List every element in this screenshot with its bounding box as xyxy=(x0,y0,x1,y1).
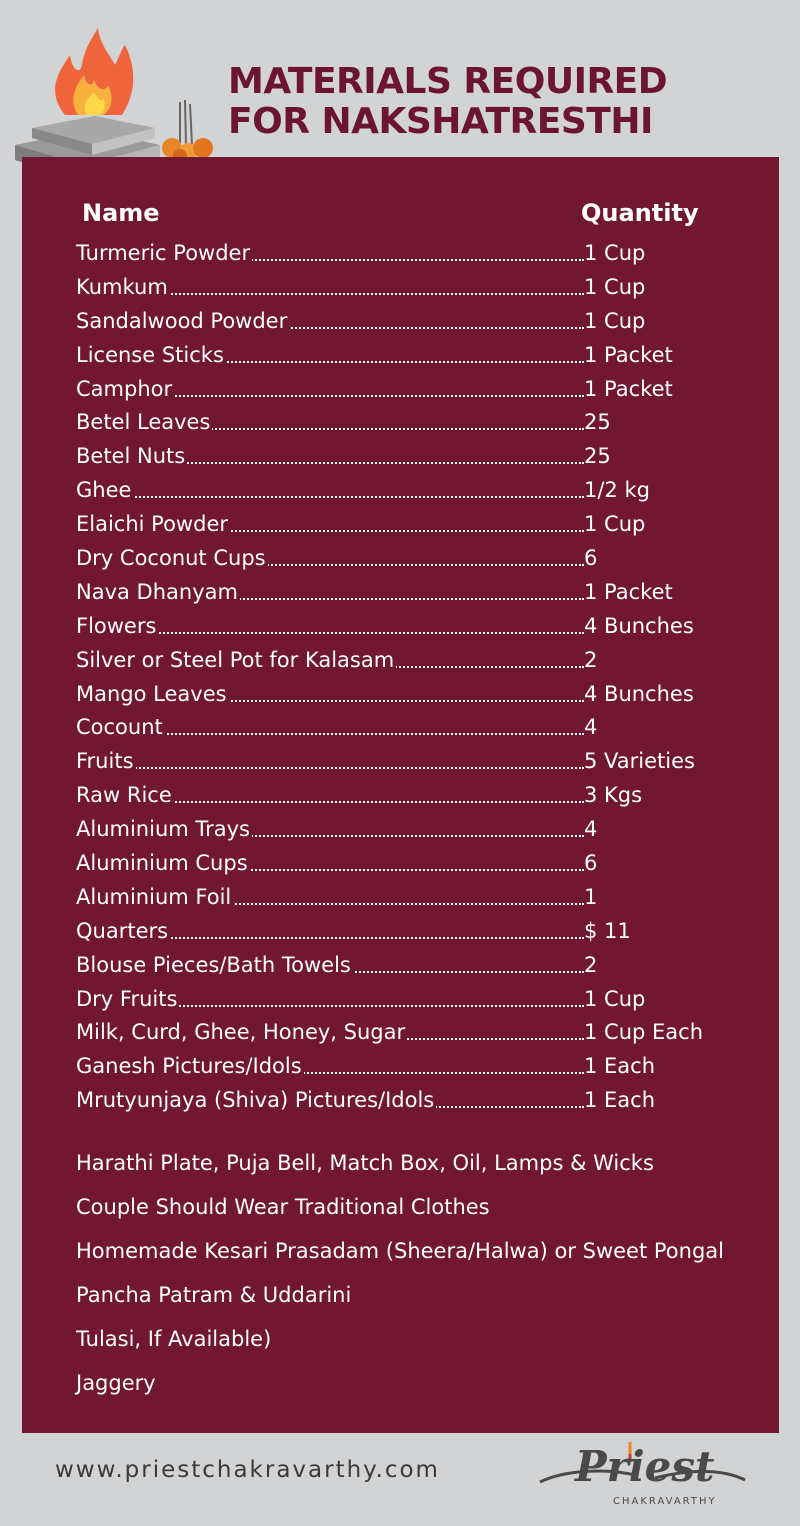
item-quantity: 6 xyxy=(584,850,598,875)
materials-list xyxy=(76,236,716,1117)
table-row xyxy=(76,744,716,778)
item-quantity: 1 xyxy=(584,884,598,909)
table-row xyxy=(76,677,716,711)
website-url[interactable]: www.priestchakravarthy.com xyxy=(55,1457,440,1483)
table-row xyxy=(76,982,716,1016)
table-row xyxy=(76,1083,716,1117)
item-quantity: 4 Bunches xyxy=(584,613,694,638)
item-quantity: 1/2 kg xyxy=(584,478,650,503)
item-name: License Sticks xyxy=(76,342,224,367)
item-quantity: 1 Packet xyxy=(584,376,673,401)
item-name: Camphor xyxy=(76,376,173,401)
table-row xyxy=(76,846,716,880)
item-quantity: 1 Cup xyxy=(584,274,646,299)
list-item: Couple Should Wear Traditional Clothes xyxy=(76,1195,490,1219)
table-row xyxy=(76,338,716,372)
item-name: Aluminium Foil xyxy=(76,884,232,909)
title-line-1: MATERIALS REQUIRED xyxy=(228,61,668,102)
dot-leader xyxy=(76,496,584,498)
table-row xyxy=(76,439,716,473)
item-quantity: 1 Each xyxy=(584,1054,656,1079)
item-name: Sandalwood Powder xyxy=(76,308,288,333)
item-quantity: 1 Cup xyxy=(584,986,646,1011)
table-row xyxy=(76,473,716,507)
item-quantity: 1 Cup xyxy=(584,240,646,265)
list-item: Homemade Kesari Prasadam (Sheera/Halwa) or Sweet Pongal xyxy=(76,1239,724,1263)
table-row xyxy=(76,372,716,406)
header xyxy=(0,0,800,160)
item-name: Nava Dhanyam xyxy=(76,579,238,604)
item-quantity: 1 Packet xyxy=(584,342,673,367)
item-name: Aluminium Trays xyxy=(76,817,250,842)
item-quantity: 1 Cup Each xyxy=(584,1020,704,1045)
item-name: Ganesh Pictures/Idols xyxy=(76,1054,302,1079)
item-name: Mango Leaves xyxy=(76,681,227,706)
table-row xyxy=(76,270,716,304)
item-name: Milk, Curd, Ghee, Honey, Sugar xyxy=(76,1020,406,1045)
list-item: Tulasi, If Available) xyxy=(76,1327,272,1351)
table-row xyxy=(76,609,716,643)
table-row xyxy=(76,575,716,609)
item-name: Betel Leaves xyxy=(76,410,211,435)
priest-logo xyxy=(535,1440,750,1520)
dot-leader xyxy=(76,767,584,769)
item-quantity: 1 Each xyxy=(584,1088,656,1113)
item-quantity: 25 xyxy=(584,444,611,469)
item-quantity: 1 Cup xyxy=(584,512,646,537)
item-name: Dry Coconut Cups xyxy=(76,545,266,570)
page-title xyxy=(228,62,667,142)
table-row xyxy=(76,541,716,575)
table-row xyxy=(76,948,716,982)
item-quantity: 6 xyxy=(584,545,598,570)
item-name: Cocount xyxy=(76,715,163,740)
table-row xyxy=(76,405,716,439)
item-quantity: 3 Kgs xyxy=(584,783,643,808)
item-quantity: 25 xyxy=(584,410,611,435)
item-name: Raw Rice xyxy=(76,783,172,808)
name-column-header: Name xyxy=(82,199,160,227)
logo-main-text: Priest xyxy=(575,1442,715,1491)
table-row xyxy=(76,304,716,338)
item-quantity: $ 11 xyxy=(584,918,631,943)
table-row xyxy=(76,643,716,677)
item-quantity: 2 xyxy=(584,952,598,977)
item-quantity: 1 Packet xyxy=(584,579,673,604)
item-name: Flowers xyxy=(76,613,157,638)
quantity-column-header: Quantity xyxy=(581,199,699,227)
item-name: Mrutyunjaya (Shiva) Pictures/Idols xyxy=(76,1088,435,1113)
item-name: Silver or Steel Pot for Kalasam xyxy=(76,647,395,672)
item-quantity: 2 xyxy=(584,647,598,672)
table-row xyxy=(76,1049,716,1083)
item-name: Blouse Pieces/Bath Towels xyxy=(76,952,351,977)
item-name: Kumkum xyxy=(76,274,168,299)
table-row xyxy=(76,880,716,914)
table-row xyxy=(76,507,716,541)
item-name: Fruits xyxy=(76,749,134,774)
table-row xyxy=(76,1015,716,1049)
table-row xyxy=(76,812,716,846)
item-name: Ghee xyxy=(76,478,132,503)
item-name: Dry Fruits xyxy=(76,986,178,1011)
item-name: Turmeric Powder xyxy=(76,240,251,265)
table-row xyxy=(76,710,716,744)
item-name: Aluminium Cups xyxy=(76,850,248,875)
list-item: Jaggery xyxy=(76,1371,156,1395)
item-name: Quarters xyxy=(76,918,169,943)
item-name: Betel Nuts xyxy=(76,444,186,469)
table-row xyxy=(76,236,716,270)
item-quantity: 4 Bunches xyxy=(584,681,694,706)
item-quantity: 4 xyxy=(584,715,598,740)
item-quantity: 1 Cup xyxy=(584,308,646,333)
additional-items-list xyxy=(76,1146,776,1410)
table-row xyxy=(76,778,716,812)
table-row xyxy=(76,914,716,948)
item-quantity: 5 Varieties xyxy=(584,749,695,774)
list-item: Pancha Patram & Uddarini xyxy=(76,1283,352,1307)
item-quantity: 4 xyxy=(584,817,598,842)
list-item: Harathi Plate, Puja Bell, Match Box, Oil, Lamps & Wicks xyxy=(76,1151,654,1175)
logo-sub-text: CHAKRAVARTHY xyxy=(613,1496,717,1507)
item-name: Elaichi Powder xyxy=(76,512,228,537)
title-line-2: FOR NAKSHATRESTHI xyxy=(228,101,653,142)
